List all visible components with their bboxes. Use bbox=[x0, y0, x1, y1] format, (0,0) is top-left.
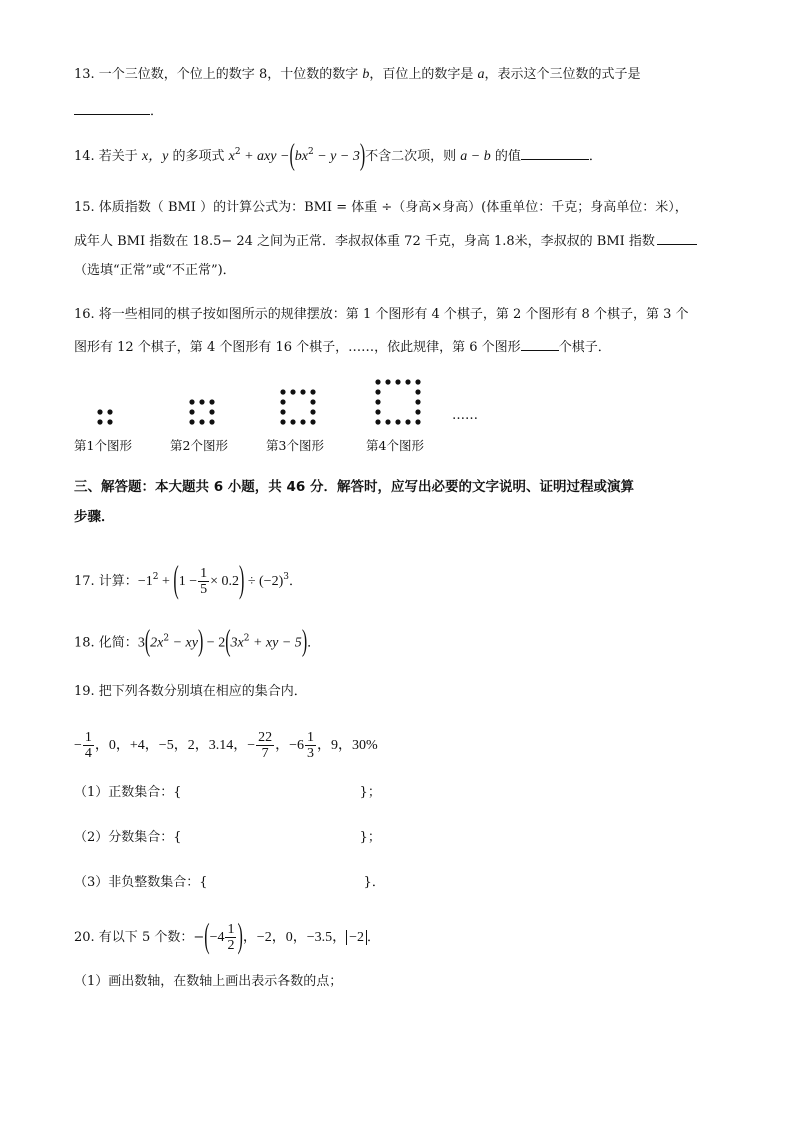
figure-2-label: 第2个图形 bbox=[170, 438, 228, 453]
question-20 bbox=[74, 917, 381, 956]
q19-sub2-end: }； bbox=[359, 830, 381, 845]
q17-end: ． bbox=[288, 574, 302, 589]
q18-exp: 2 bbox=[163, 633, 170, 644]
question-13-answer-line bbox=[74, 101, 163, 121]
figure-1-label: 第1个图形 bbox=[74, 438, 132, 453]
q17-fraction bbox=[198, 566, 209, 597]
question-15-line1: 15. 体质指数（ BMI ）的计算公式为：BMI = 体重 ÷（身高×身高）(体重单位：千克；身高单位：米）， bbox=[74, 200, 688, 215]
q13-text2: ，百位上的数字是 bbox=[369, 67, 478, 82]
q17-t2: + bbox=[158, 574, 174, 589]
question-14: 14. 若关于 x，y 的多项式 $x^2$ + axy $-(bx^2 - y - 3)$不含二次项，则 a − b 的值 ． bbox=[74, 139, 602, 172]
q14-expr: a − b bbox=[460, 149, 491, 164]
q16-line2-text: 图形有 12 个棋子，第 4 个图形有 16 个棋子，……，依此规律，第 6 个图形 bbox=[74, 340, 521, 355]
q19-sub3 bbox=[74, 874, 385, 892]
figure-4-label: 第4个图形 bbox=[366, 438, 424, 453]
right-paren: ) bbox=[301, 625, 308, 659]
q13-answer-blank[interactable] bbox=[74, 101, 150, 115]
question-19-number-list bbox=[74, 730, 378, 761]
q19-sub3-end: }． bbox=[363, 875, 385, 890]
q14-end: ． bbox=[588, 149, 602, 164]
q13-var-b: b bbox=[362, 67, 370, 82]
minus-sign: − bbox=[74, 738, 82, 753]
fraction-denominator: 7 bbox=[261, 746, 269, 761]
q19-sub3-label: （3）非负整数集合：{ bbox=[74, 875, 208, 890]
figure-3-dots bbox=[279, 388, 321, 428]
figure-2-dots bbox=[188, 398, 220, 428]
q17-t5: ÷ (−2) bbox=[244, 574, 284, 589]
fraction-numerator: 1 bbox=[84, 730, 92, 745]
question-15-line2 bbox=[74, 231, 697, 251]
q17-t1: −1 bbox=[137, 574, 153, 589]
q17-label: 17. 计算： bbox=[74, 574, 138, 589]
q17-t4: × 0.2 bbox=[210, 574, 239, 589]
q16-answer-blank[interactable] bbox=[521, 337, 559, 351]
question-19-label: 19. 把下列各数分别填在相应的集合内． bbox=[74, 684, 307, 699]
right-paren: ) bbox=[197, 625, 204, 659]
q14-answer-blank[interactable] bbox=[521, 146, 589, 160]
q18-a1: 3 bbox=[137, 635, 145, 651]
q19-fraction-1 bbox=[83, 730, 94, 761]
q20-end: ． bbox=[367, 930, 381, 945]
figure-ellipsis: …… bbox=[452, 408, 478, 423]
figure-3-label: 第3个图形 bbox=[266, 438, 324, 453]
q20-rest: ，−2，0，−3.5， bbox=[242, 930, 347, 945]
q14-poly-plus: + axy − bbox=[240, 149, 290, 164]
q18-a3: − xy bbox=[169, 635, 198, 651]
q18-a5: 3x bbox=[230, 635, 244, 651]
q15-line2-text: 成年人 BMI 指数在 18.5− 24 之间为正常．李叔叔体重 72 千克，身高 1.8米，李叔叔的 BMI 指数 bbox=[74, 234, 655, 249]
q14-mid: 的多项式 bbox=[168, 149, 229, 164]
fraction-denominator: 4 bbox=[84, 746, 92, 761]
q13-text: 13. 一个三位数，个位上的数字 8，十位数的数字 bbox=[74, 67, 363, 82]
left-paren: ( bbox=[204, 917, 210, 956]
q20-fraction bbox=[225, 922, 236, 953]
section-3-heading-line2: 步骤． bbox=[74, 509, 115, 525]
q15-answer-blank[interactable] bbox=[657, 231, 697, 245]
q18-a4: − 2 bbox=[203, 635, 226, 651]
fraction-numerator: 1 bbox=[227, 922, 235, 937]
q14-suffix: 的值 bbox=[490, 149, 521, 164]
q19-list-c: ，9，30% bbox=[317, 738, 378, 753]
question-18: 18. 化简：$3(2x^2 - xy) - 2(3x^2$ + xy − 5)． bbox=[74, 625, 321, 659]
right-paren: ) bbox=[239, 559, 245, 601]
q20-absolute-value: −2 bbox=[346, 930, 367, 945]
q14-inner: bx bbox=[294, 149, 308, 164]
q17-t3: 1 − bbox=[178, 574, 198, 589]
q19-sub1-end: }； bbox=[359, 785, 381, 800]
q19-sub2 bbox=[74, 829, 381, 847]
right-paren: ) bbox=[359, 139, 366, 172]
left-paren: ( bbox=[173, 559, 179, 601]
figure-1-dots bbox=[96, 408, 118, 426]
q14-mid2: 不含二次项，则 bbox=[365, 149, 461, 164]
left-paren: ( bbox=[144, 625, 151, 659]
question-17 bbox=[74, 559, 302, 601]
q14-prefix: 14. 若关于 bbox=[74, 149, 142, 164]
q18-a6: + xy − 5 bbox=[249, 635, 302, 651]
question-13 bbox=[74, 66, 641, 84]
fraction-numerator: 1 bbox=[307, 730, 314, 745]
q18-a2: 2x bbox=[150, 635, 164, 651]
q20-sub1: （1）画出数轴，在数轴上画出表示各数的点； bbox=[74, 974, 343, 989]
q19-sub1 bbox=[74, 784, 381, 802]
q14-poly-start: x bbox=[228, 149, 235, 164]
question-15-line3: （选填“正常”或“不正常”)． bbox=[74, 263, 236, 278]
fraction-numerator: 1 bbox=[200, 566, 208, 581]
q17-exp1: 2 bbox=[152, 572, 159, 582]
section-3-heading-line1: 三、解答题：本大题共 6 小题，共 46 分．解答时，应写出必要的文字说明、证明过程或演算 bbox=[74, 479, 634, 495]
q13-var-a: a bbox=[477, 67, 485, 82]
left-paren: ( bbox=[289, 139, 295, 172]
question-16-line1: 16. 将一些相同的棋子按如图所示的规律摆放：第 1 个图形有 4 个棋子，第 2 个图形有 8 个棋子，第 3 个 bbox=[74, 307, 689, 322]
figure-4-dots bbox=[374, 378, 426, 428]
q19-fraction-3 bbox=[305, 730, 316, 761]
fraction-denominator: 3 bbox=[307, 746, 314, 761]
q13-end: ． bbox=[150, 104, 164, 119]
q16-line2-end: 个棋子． bbox=[558, 340, 611, 355]
q20-inner: −4 bbox=[209, 930, 225, 945]
fraction-denominator: 2 bbox=[227, 938, 235, 953]
fraction-numerator: 22 bbox=[258, 730, 273, 745]
q14-inner-rest: − y − 3 bbox=[313, 149, 360, 164]
q19-list-a: ，0，+4，−5，2，3.14，− bbox=[94, 738, 256, 753]
q19-list-b: ，−6 bbox=[275, 738, 304, 753]
left-paren: ( bbox=[225, 625, 231, 659]
q13-text3: ，表示这个三位数的式子是 bbox=[484, 67, 641, 82]
q17-exp2: 3 bbox=[283, 572, 289, 582]
right-paren: ) bbox=[237, 917, 243, 956]
q20-label: 20. 有以下 5 个数：− bbox=[74, 930, 205, 945]
q18-end: ． bbox=[307, 635, 321, 651]
fraction-denominator: 5 bbox=[200, 582, 208, 597]
q19-sub2-label: （2）分数集合：{ bbox=[74, 830, 182, 845]
q18-label: 18. 化简： bbox=[74, 635, 138, 651]
q19-fraction-2 bbox=[256, 730, 274, 761]
q19-sub1-label: （1）正数集合：{ bbox=[74, 785, 182, 800]
question-16-line2 bbox=[74, 337, 611, 357]
q14-vars: x，y bbox=[141, 149, 169, 164]
